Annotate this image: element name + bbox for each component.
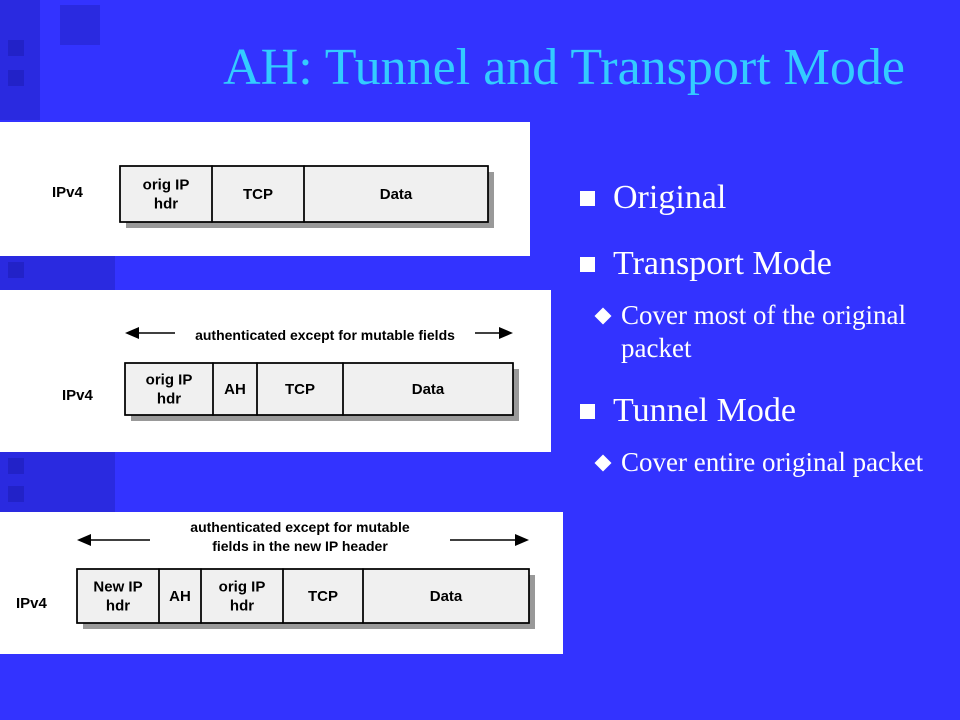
sub-bullet-text: Cover most of the original packet bbox=[621, 300, 906, 363]
packet-field-label: Data bbox=[411, 381, 445, 398]
tunnel-diagram-panel bbox=[0, 512, 563, 654]
packet-field-label: hdr bbox=[156, 390, 182, 408]
arrow-left-icon bbox=[125, 327, 139, 339]
decor-square bbox=[8, 458, 24, 474]
packet-field-label: hdr bbox=[229, 597, 255, 615]
packet-field-label: TCP bbox=[308, 588, 338, 605]
packet-field-label: hdr bbox=[105, 597, 131, 615]
bullet-tunnel-mode bbox=[577, 391, 947, 431]
bullet-text: Transport Mode bbox=[613, 245, 832, 282]
diamond-bullet-icon bbox=[595, 455, 612, 472]
bullet-text: Original bbox=[613, 179, 727, 216]
packet-field-label: Data bbox=[379, 186, 413, 203]
packet-field-label: orig IP bbox=[145, 371, 193, 389]
auth-label-text: authenticated except for mutable bbox=[190, 519, 410, 535]
square-bullet-icon bbox=[580, 191, 595, 206]
transport-diagram-panel bbox=[0, 290, 551, 452]
packet-field-label: TCP bbox=[285, 381, 315, 398]
bullet-original bbox=[577, 178, 947, 218]
ip-version-label: IPv4 bbox=[16, 595, 47, 612]
packet-field-label: TCP bbox=[243, 186, 273, 203]
packet-field-label: orig IP bbox=[218, 578, 266, 596]
tunnel-packet-diagram bbox=[0, 512, 563, 654]
arrow-right-icon bbox=[499, 327, 513, 339]
ip-version-label: IPv4 bbox=[52, 184, 83, 201]
bullet-list bbox=[577, 178, 947, 505]
original-packet-diagram bbox=[0, 122, 530, 256]
diamond-bullet-icon bbox=[595, 308, 612, 325]
sub-bullet-text: Cover entire original packet bbox=[621, 447, 924, 477]
auth-label-text: fields in the new IP header bbox=[212, 538, 388, 554]
decor-square bbox=[8, 486, 24, 502]
slide-title: AH: Tunnel and Transport Mode bbox=[223, 39, 905, 96]
packet-field-label: hdr bbox=[153, 195, 179, 213]
packet-field-label: Data bbox=[429, 588, 463, 605]
auth-label-text: authenticated except for mutable fields bbox=[195, 327, 455, 343]
arrow-right-icon bbox=[515, 534, 529, 546]
transport-packet-diagram bbox=[0, 290, 551, 452]
square-bullet-icon bbox=[580, 257, 595, 272]
bullet-transport-mode bbox=[577, 244, 947, 284]
bullet-text: Tunnel Mode bbox=[613, 392, 796, 429]
arrow-left-icon bbox=[77, 534, 91, 546]
packet-field-label: New IP bbox=[93, 578, 143, 596]
sub-bullet-tunnel bbox=[577, 446, 947, 479]
ip-version-label: IPv4 bbox=[62, 387, 93, 404]
decor-square bbox=[8, 262, 24, 278]
square-bullet-icon bbox=[580, 404, 595, 419]
packet-field-label: orig IP bbox=[142, 176, 190, 194]
packet-field-label: AH bbox=[224, 381, 246, 398]
original-diagram-panel bbox=[0, 122, 530, 256]
sub-bullet-transport bbox=[577, 299, 947, 365]
packet-field-label: AH bbox=[169, 588, 191, 605]
